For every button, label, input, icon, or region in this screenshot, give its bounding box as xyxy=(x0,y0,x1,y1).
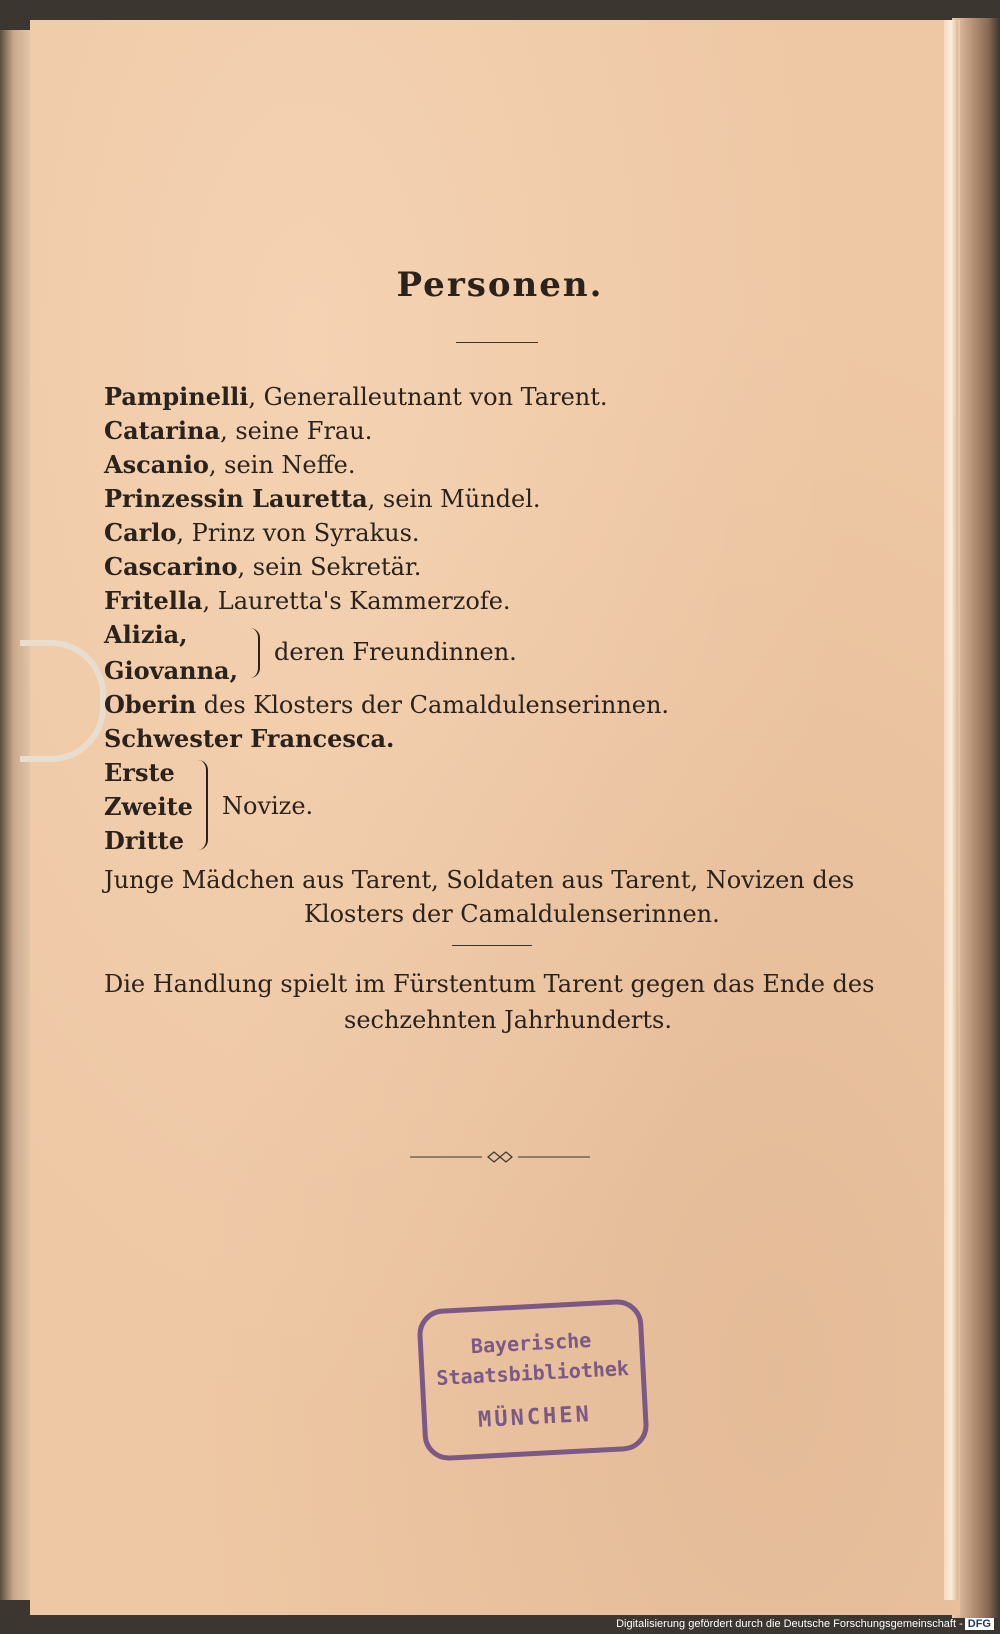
title-rule xyxy=(456,342,538,343)
cast-entry xyxy=(104,552,421,581)
cast-entry xyxy=(104,382,608,411)
cast-desc: , sein Neffe. xyxy=(208,451,356,479)
extras-line-2: Klosters der Camaldulenserinnen. xyxy=(304,900,720,928)
cast-desc: des Klosters der Camaldulenserinnen. xyxy=(196,691,670,719)
cast-desc: , Lauretta's Kammerzofe. xyxy=(202,587,511,615)
cast-role: Oberin xyxy=(104,690,197,719)
cast-role: Pampinelli xyxy=(104,382,249,411)
dfg-logo: DFG xyxy=(965,1618,994,1630)
group-name-dritte: Dritte xyxy=(104,826,185,855)
group1-desc: deren Freundinnen. xyxy=(274,638,517,666)
group2-brace xyxy=(198,760,208,850)
library-stamp xyxy=(416,1298,650,1462)
page-edge xyxy=(944,20,958,1600)
cast-desc: , seine Frau. xyxy=(220,417,373,445)
setting-line-1: Die Handlung spielt im Fürstentum Tarent gegen das Ende des xyxy=(104,970,875,998)
group-name-giovanna: Giovanna, xyxy=(104,656,238,685)
cast-role: Fritella xyxy=(104,586,203,615)
setting-line-2: sechzehnten Jahrhunderts. xyxy=(344,1006,672,1034)
section-rule xyxy=(452,945,532,946)
cast-entry-francesca: Schwester Francesca. xyxy=(104,724,395,753)
cast-role: Ascanio xyxy=(104,450,209,479)
cast-entry xyxy=(104,450,356,479)
cast-role: Catarina xyxy=(104,416,221,445)
cast-role: Cascarino xyxy=(104,552,238,581)
cast-desc: , sein Sekretär. xyxy=(237,553,422,581)
cast-entry xyxy=(104,416,372,445)
page-title: Personen. xyxy=(396,265,604,305)
stamp-line-2: Staatsbibliothek xyxy=(435,1355,630,1391)
digitization-credit xyxy=(616,1618,994,1630)
stamp-line-1: Bayerische xyxy=(470,1327,592,1359)
extras-line-1: Junge Mädchen aus Tarent, Soldaten aus Tarent, Novizen des xyxy=(104,866,855,894)
cast-entry-oberin xyxy=(104,690,669,719)
group-name-erste: Erste xyxy=(104,758,175,787)
cast-role: Prinzessin Lauretta xyxy=(104,484,368,513)
cast-entry xyxy=(104,484,541,513)
cast-desc: , Prinz von Syrakus. xyxy=(176,519,420,547)
group2-desc: Novize. xyxy=(222,792,314,820)
group1-brace xyxy=(250,628,260,678)
cast-entry xyxy=(104,518,420,547)
ornament-divider xyxy=(410,1150,590,1164)
cast-desc: , sein Mündel. xyxy=(367,485,541,513)
stamp-line-3: MÜNCHEN xyxy=(477,1401,593,1433)
cast-desc: , Generalleutnant von Tarent. xyxy=(248,383,608,411)
cast-entry xyxy=(104,586,511,615)
cast-role: Carlo xyxy=(104,518,177,547)
group-name-zweite: Zweite xyxy=(104,792,193,821)
paper-clip xyxy=(20,640,106,762)
credit-text: Digitalisierung gefördert durch die Deutsche Forschungsgemeinschaft - xyxy=(616,1618,963,1630)
group-name-alizia: Alizia, xyxy=(104,620,188,649)
